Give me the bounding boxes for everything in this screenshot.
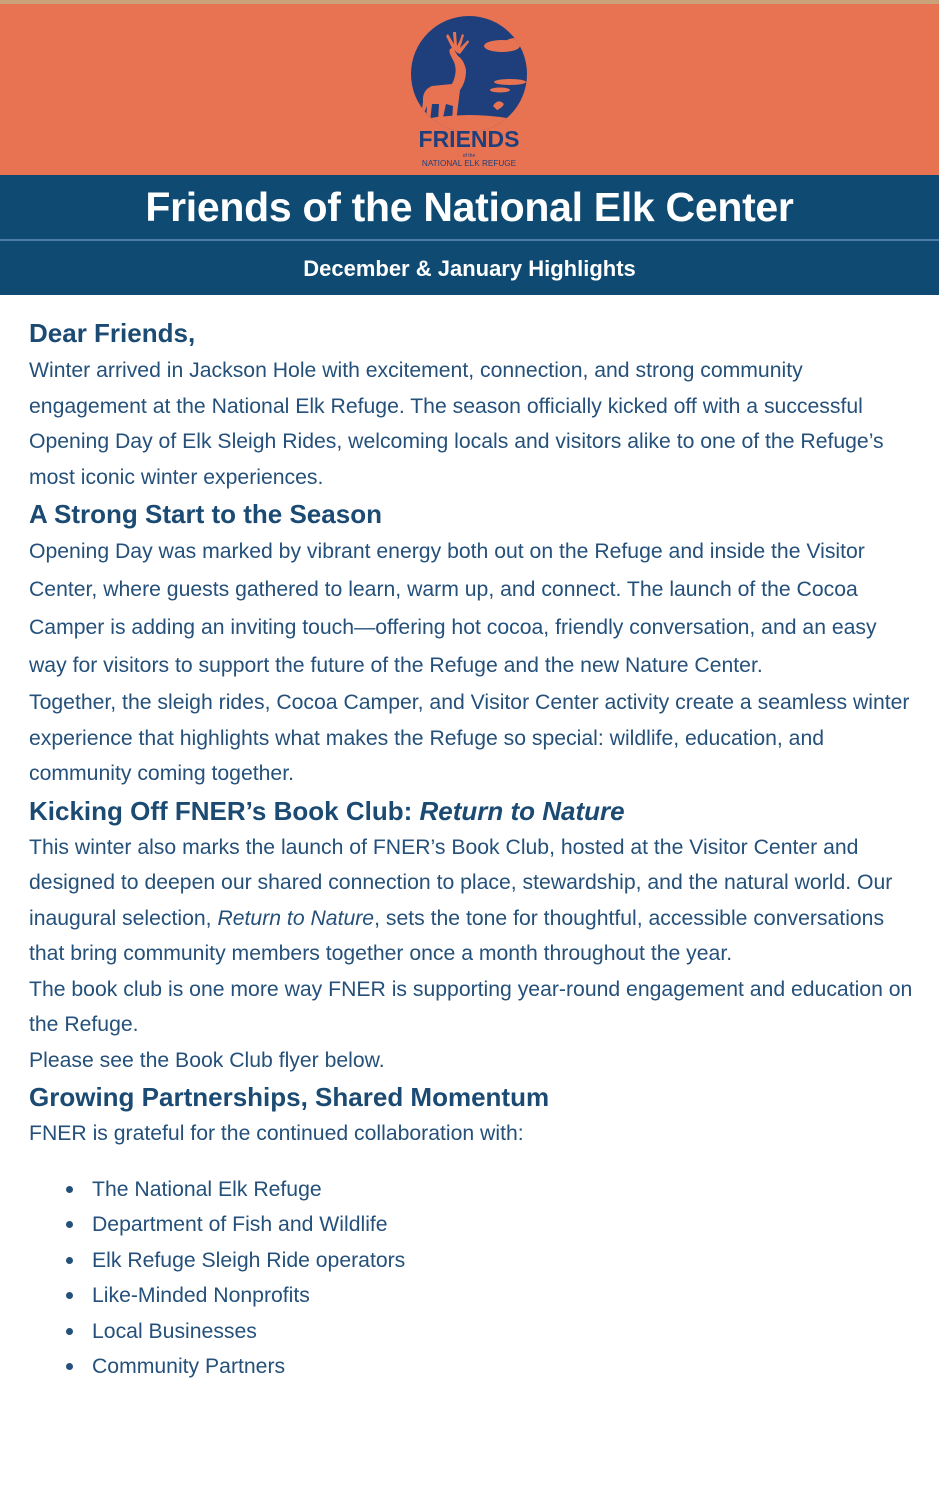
logo-subtitle: NATIONAL ELK REFUGE — [421, 159, 517, 168]
book-club-paragraph-1 — [29, 830, 913, 972]
book-club-p1-end: , sets the tone for thoughtful, accessible conversations that bring community members together once a month throughout the year. — [29, 906, 885, 965]
greeting-paragraph: Winter arrived in Jackson Hole with excitement, connection, and strong community engagement at the National Elk Refuge. The season officially kicked off with a successful Opening Day of Elk Sleigh Rides, welcoming locals and visitors alike to one of the Refuge’s most iconic winter experiences. — [29, 359, 884, 489]
logo-of-the: of the — [462, 153, 476, 159]
newsletter-content — [0, 295, 939, 1385]
list-item: Elk Refuge Sleigh Ride operators — [92, 1243, 913, 1279]
section-heading-book-club — [29, 792, 913, 830]
partnerships-intro: FNER is grateful for the continued collaboration with: — [29, 1122, 524, 1145]
header-banner — [0, 4, 939, 175]
partners-list — [29, 1172, 913, 1385]
section-heading-strong-start: A Strong Start to the Season — [29, 499, 382, 529]
book-club-p1-title: Return to Nature — [217, 906, 375, 930]
list-item: Community Partners — [92, 1349, 913, 1385]
list-item: The National Elk Refuge — [92, 1172, 913, 1208]
book-club-heading-title: Return to Nature — [419, 795, 625, 826]
list-item: Like-Minded Nonprofits — [92, 1278, 913, 1314]
list-item: Local Businesses — [92, 1314, 913, 1350]
book-club-paragraph-2: The book club is one more way FNER is supporting year-round engagement and education on the Refuge. — [29, 977, 913, 1036]
book-club-heading-prefix: Kicking Off FNER’s Book Club: — [29, 795, 420, 826]
page-subtitle: December & January Highlights — [0, 241, 939, 295]
logo-name: FRIENDS — [418, 126, 520, 152]
strong-start-paragraph-2: Together, the sleigh rides, Cocoa Camper, and Visitor Center activity create a seamless winter experience that highlights what makes the Refuge so special: wildlife, education, and community coming together. — [29, 691, 910, 785]
book-club-paragraph-3: Please see the Book Club flyer below. — [29, 1048, 385, 1072]
friends-elk-logo — [398, 10, 540, 172]
book-club-p1-start: This winter also marks the launch of FNER’s Book Club, hosted at the Visitor Center and designed to deepen our shared connection to place, stewardship, and the natural world. Our inaugural selection, — [29, 835, 893, 930]
greeting-heading: Dear Friends, — [29, 318, 196, 348]
list-item: Department of Fish and Wildlife — [92, 1207, 913, 1243]
strong-start-paragraph-1: Opening Day was marked by vibrant energy both out on the Refuge and inside the Visitor Center, where guests gathered to learn, warm up, and connect. The launch of the Cocoa Camper is adding an inviting touch—offering hot cocoa, friendly conversation, and an easy way for visitors to support the future of the Refuge and the new Nature Center. — [29, 540, 877, 677]
section-heading-partnerships: Growing Partnerships, Shared Momentum — [29, 1082, 550, 1112]
page-title: Friends of the National Elk Center — [0, 175, 939, 239]
